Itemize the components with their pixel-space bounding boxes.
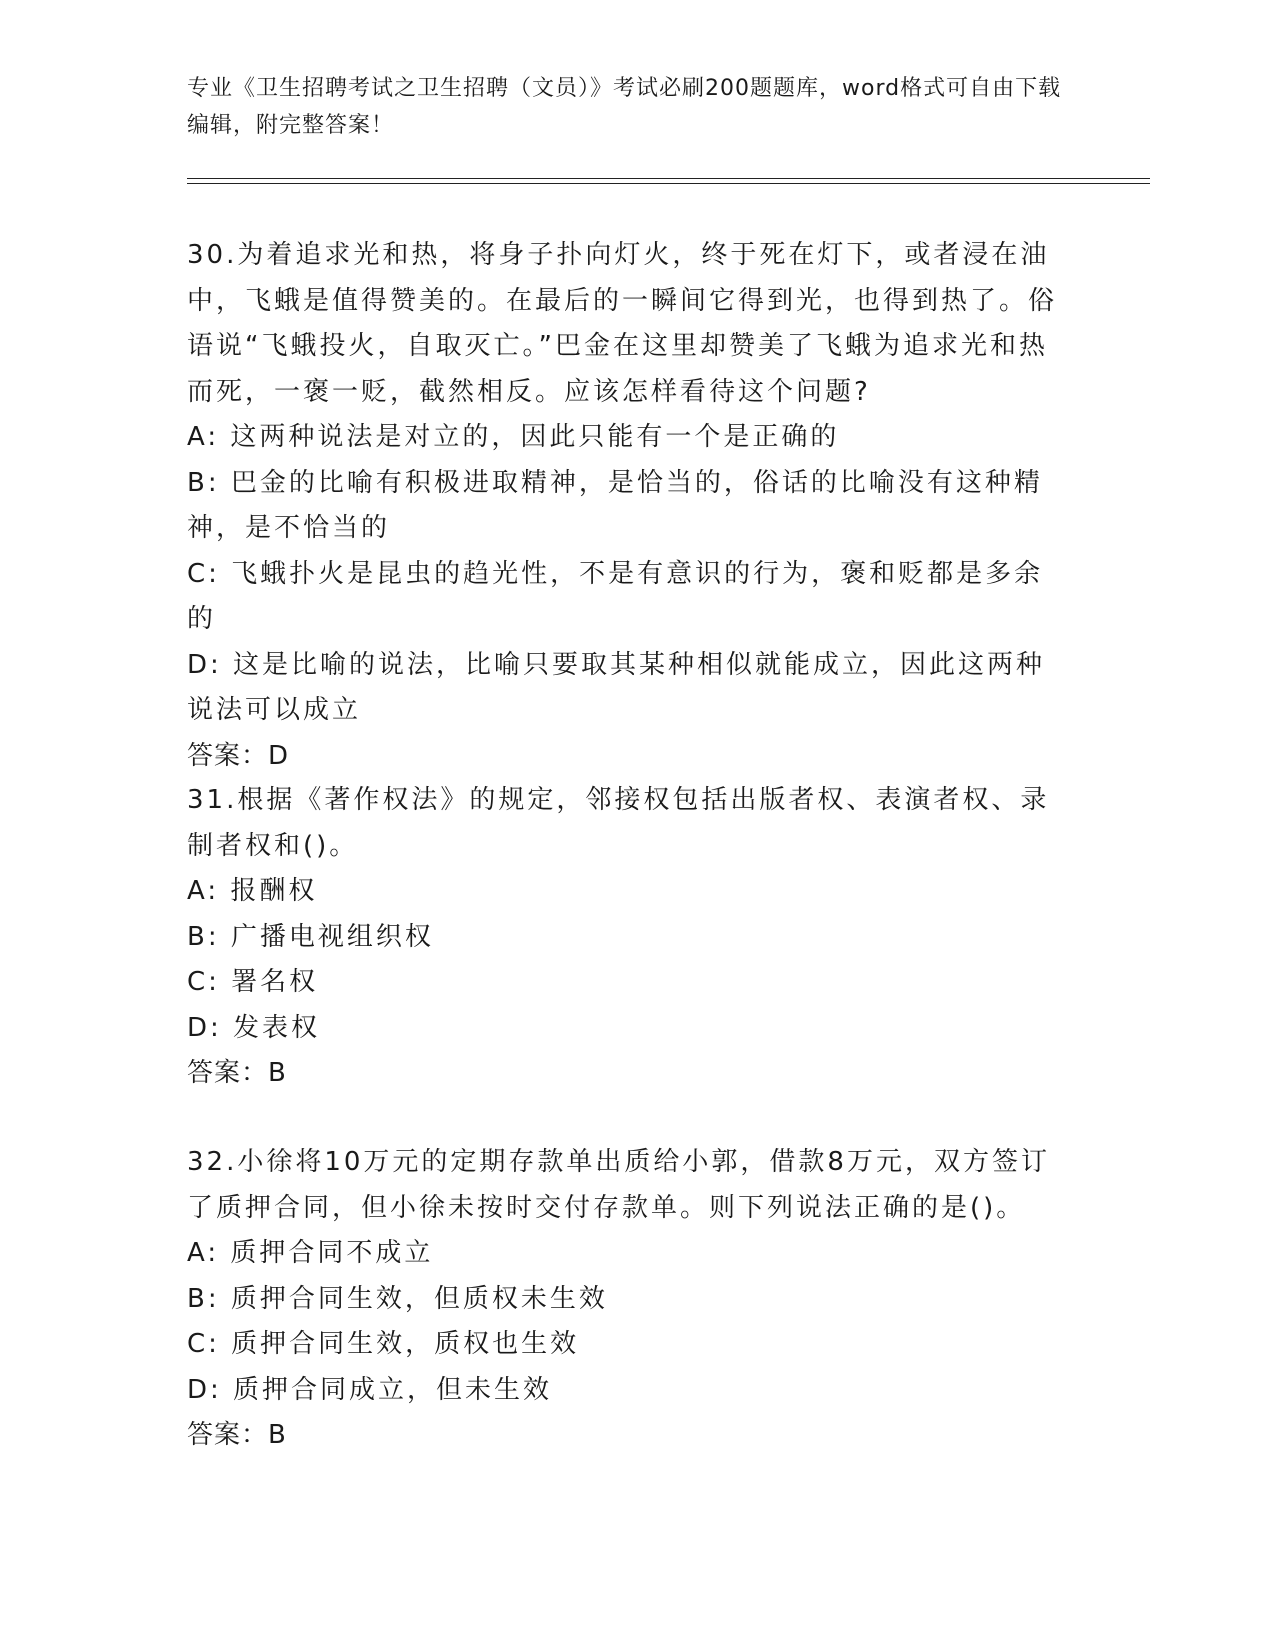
option-d: D: 这是比喻的说法，比喻只要取其某种相似就能成立，因此这两种说法可以成立 xyxy=(187,649,1046,725)
question-31 xyxy=(187,778,1067,1097)
question-32 xyxy=(187,1140,1067,1459)
option-d: D: 发表权 xyxy=(187,1012,321,1043)
question-stem: 31.根据《著作权法》的规定，邻接权包括出版者权、表演者权、录制者权和()。 xyxy=(187,785,1050,861)
option-b: B: 广播电视组织权 xyxy=(187,921,434,952)
option-c: C: 飞蛾扑火是昆虫的趋光性，不是有意识的行为，褒和贬都是多余的 xyxy=(187,558,1044,634)
answer: 答案：B xyxy=(187,1058,287,1088)
option-b: B: 质押合同生效，但质权未生效 xyxy=(187,1283,608,1314)
option-d: D: 质押合同成立，但未生效 xyxy=(187,1374,553,1405)
option-c: C: 署名权 xyxy=(187,967,319,997)
option-a: A: 质押合同不成立 xyxy=(187,1238,434,1268)
document-header: 专业《卫生招聘考试之卫生招聘（文员）》考试必刷200题题库，word格式可自由下载编辑，附完整答案！ xyxy=(187,76,1062,138)
header-divider-top xyxy=(187,178,1150,179)
question-stem: 32.小徐将10万元的定期存款单出质给小郭，借款8万元，双方签订了质押合同，但小徐未按时交付存款单。则下列说法正确的是()。 xyxy=(187,1147,1050,1223)
question-30 xyxy=(187,233,1067,779)
answer: 答案：D xyxy=(187,740,290,771)
option-a: A: 报酬权 xyxy=(187,876,318,906)
option-a: A: 这两种说法是对立的，因此只能有一个是正确的 xyxy=(187,422,840,452)
answer: 答案：B xyxy=(187,1420,287,1450)
option-b: B: 巴金的比喻有积极进取精神，是恰当的，俗话的比喻没有这种精神，是不恰当的 xyxy=(187,467,1043,543)
question-stem: 30.为着追求光和热，将身子扑向灯火，终于死在灯下，或者浸在油中，飞蛾是值得赞美的。在最后的一瞬间它得到光，也得到热了。俗语说“飞蛾投火，自取灭亡。”巴金在这里却赞美了飞蛾为追求光和热而死，一褒一贬，截然相反。应该怎样看待这个问题? xyxy=(187,240,1058,407)
option-c: C: 质押合同生效，质权也生效 xyxy=(187,1329,580,1359)
header-divider-bottom xyxy=(187,183,1150,184)
